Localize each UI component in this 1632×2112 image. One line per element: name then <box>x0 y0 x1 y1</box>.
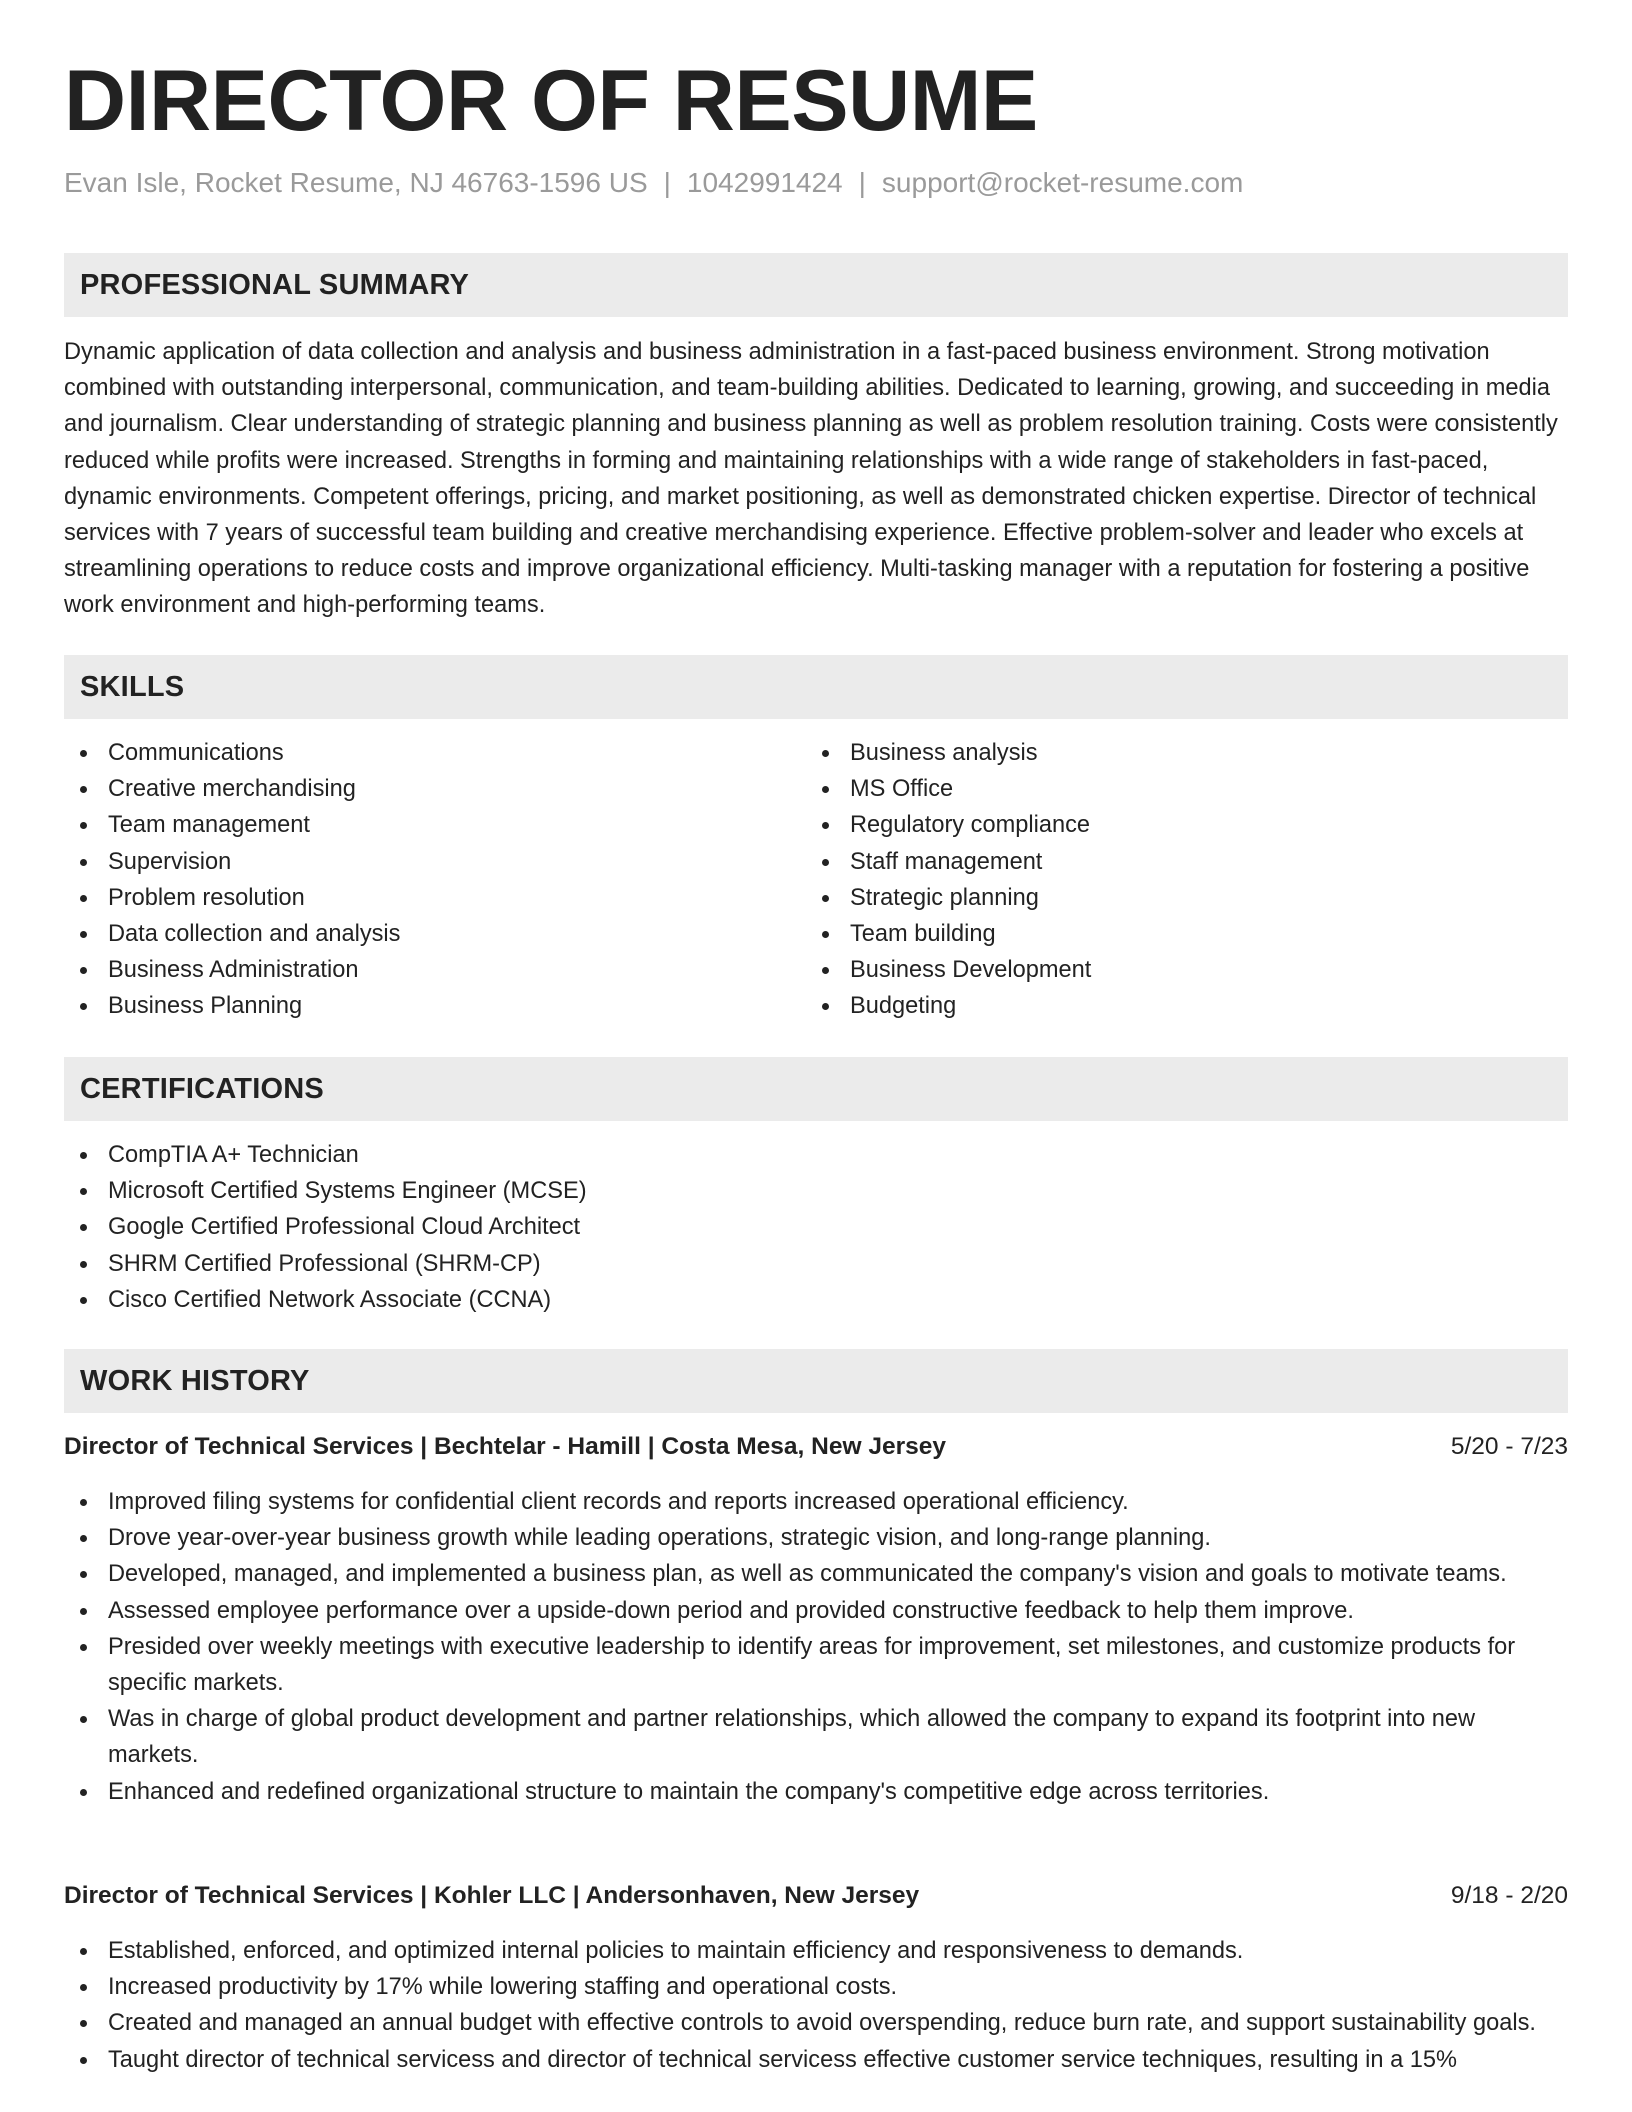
skill-item: Communications <box>64 735 804 771</box>
skills-section-header <box>64 655 1568 719</box>
skill-item: Business analysis <box>806 735 1546 771</box>
job-bullets <box>64 1484 1568 1810</box>
summary-heading: PROFESSIONAL SUMMARY <box>80 268 470 301</box>
work-history-section-header <box>64 1349 1568 1413</box>
job-bullets <box>64 1933 1568 2078</box>
skill-item: Business Development <box>806 952 1546 988</box>
job-dates: 5/20 - 7/23 <box>1450 1433 1568 1460</box>
job-title: Director of Technical Services | Bechtelar - Hamill | Costa Mesa, New Jersey <box>64 1433 947 1460</box>
contact-separator: | <box>663 167 671 198</box>
job-bullet: Developed, managed, and implemented a business plan, as well as communicated the company's vision and goals to motivate teams. <box>64 1556 1568 1592</box>
job-bullet: Enhanced and redefined organizational structure to maintain the company's competitive edge across territories. <box>64 1774 1568 1810</box>
job-bullet: Created and managed an annual budget with effective controls to avoid overspending, reduce burn rate, and support sustainability goals. <box>64 2005 1568 2041</box>
summary-text: Dynamic application of data collection and analysis and business administration in a fast-paced business environment. Strong motivation combined with outstanding interpersonal, communication, and team-building abilities. Dedicated to learning, growing, and succeeding in media and journalism. Clear understanding of strategic planning and business planning as well as problem resolution training. Costs were consistently reduced while profits were increased. Strengths in forming and maintaining relationships with a wide range of stakeholders in fast-paced, dynamic environments. Competent offerings, pricing, and market positioning, as well as demonstrated chicken expertise. Director of technical services with 7 years of successful team building and creative merchandising experience. Effective problem-solver and leader who excels at streamlining operations to reduce costs and improve organizational efficiency. Multi-tasking manager with a reputation for fostering a positive work environment and high-performing teams. <box>64 339 1558 619</box>
job-dates: 9/18 - 2/20 <box>1450 1882 1568 1909</box>
certification-item: Microsoft Certified Systems Engineer (MCSE) <box>64 1173 1568 1209</box>
skill-item: Data collection and analysis <box>64 916 804 952</box>
skills-heading: SKILLS <box>80 670 185 703</box>
certifications-list <box>64 1137 1568 1318</box>
job-header <box>64 1878 1568 1914</box>
contact-line <box>64 166 1243 200</box>
job-bullet: Assessed employee performance over a upside-down period and provided constructive feedback to help them improve. <box>64 1593 1568 1629</box>
job-bullet: Drove year-over-year business growth while leading operations, strategic vision, and long-range planning. <box>64 1520 1568 1556</box>
contact-phone[interactable]: 1042991424 <box>686 167 843 198</box>
job-bullet: Established, enforced, and optimized internal policies to maintain efficiency and responsiveness to demands. <box>64 1933 1568 1969</box>
skill-item: Strategic planning <box>806 880 1546 916</box>
skills-list-left <box>64 735 804 1025</box>
skill-item: Team building <box>806 916 1546 952</box>
skill-item: Team management <box>64 807 804 843</box>
skills-list-right <box>806 735 1546 1025</box>
skill-item: Staff management <box>806 844 1546 880</box>
skill-item: MS Office <box>806 771 1546 807</box>
job-bullet: Improved filing systems for confidential client records and reports increased operational efficiency. <box>64 1484 1568 1520</box>
summary-section-header <box>64 253 1568 317</box>
job-bullet: Was in charge of global product development and partner relationships, which allowed the company to expand its footprint into new markets. <box>64 1701 1568 1773</box>
skill-item: Business Planning <box>64 988 804 1024</box>
contact-email[interactable]: support@rocket-resume.com <box>881 167 1244 198</box>
certifications-section-header <box>64 1057 1568 1121</box>
certification-item: Cisco Certified Network Associate (CCNA) <box>64 1282 1568 1318</box>
skill-item: Budgeting <box>806 988 1546 1024</box>
skill-item: Problem resolution <box>64 880 804 916</box>
job-title: Director of Technical Services | Kohler LLC | Andersonhaven, New Jersey <box>64 1882 920 1909</box>
resume-name: DIRECTOR OF RESUME <box>64 53 1038 149</box>
certification-item: CompTIA A+ Technician <box>64 1137 1568 1173</box>
job-bullet: Increased productivity by 17% while lowering staffing and operational costs. <box>64 1969 1568 2005</box>
job-header <box>64 1429 1568 1465</box>
contact-address: Evan Isle, Rocket Resume, NJ 46763-1596 US <box>64 167 648 198</box>
certification-item: Google Certified Professional Cloud Architect <box>64 1209 1568 1245</box>
work-history-heading: WORK HISTORY <box>80 1364 310 1397</box>
skill-item: Creative merchandising <box>64 771 804 807</box>
certification-item: SHRM Certified Professional (SHRM-CP) <box>64 1246 1568 1282</box>
skill-item: Regulatory compliance <box>806 807 1546 843</box>
skill-item: Business Administration <box>64 952 804 988</box>
job-bullet: Presided over weekly meetings with executive leadership to identify areas for improvement, set milestones, and customize products for specific markets. <box>64 1629 1568 1701</box>
job-bullet: Taught director of technical servicess and director of technical servicess effective customer service techniques, resulting in a 15% <box>64 2042 1568 2078</box>
skill-item: Supervision <box>64 844 804 880</box>
contact-separator: | <box>858 167 866 198</box>
certifications-heading: CERTIFICATIONS <box>80 1072 324 1105</box>
